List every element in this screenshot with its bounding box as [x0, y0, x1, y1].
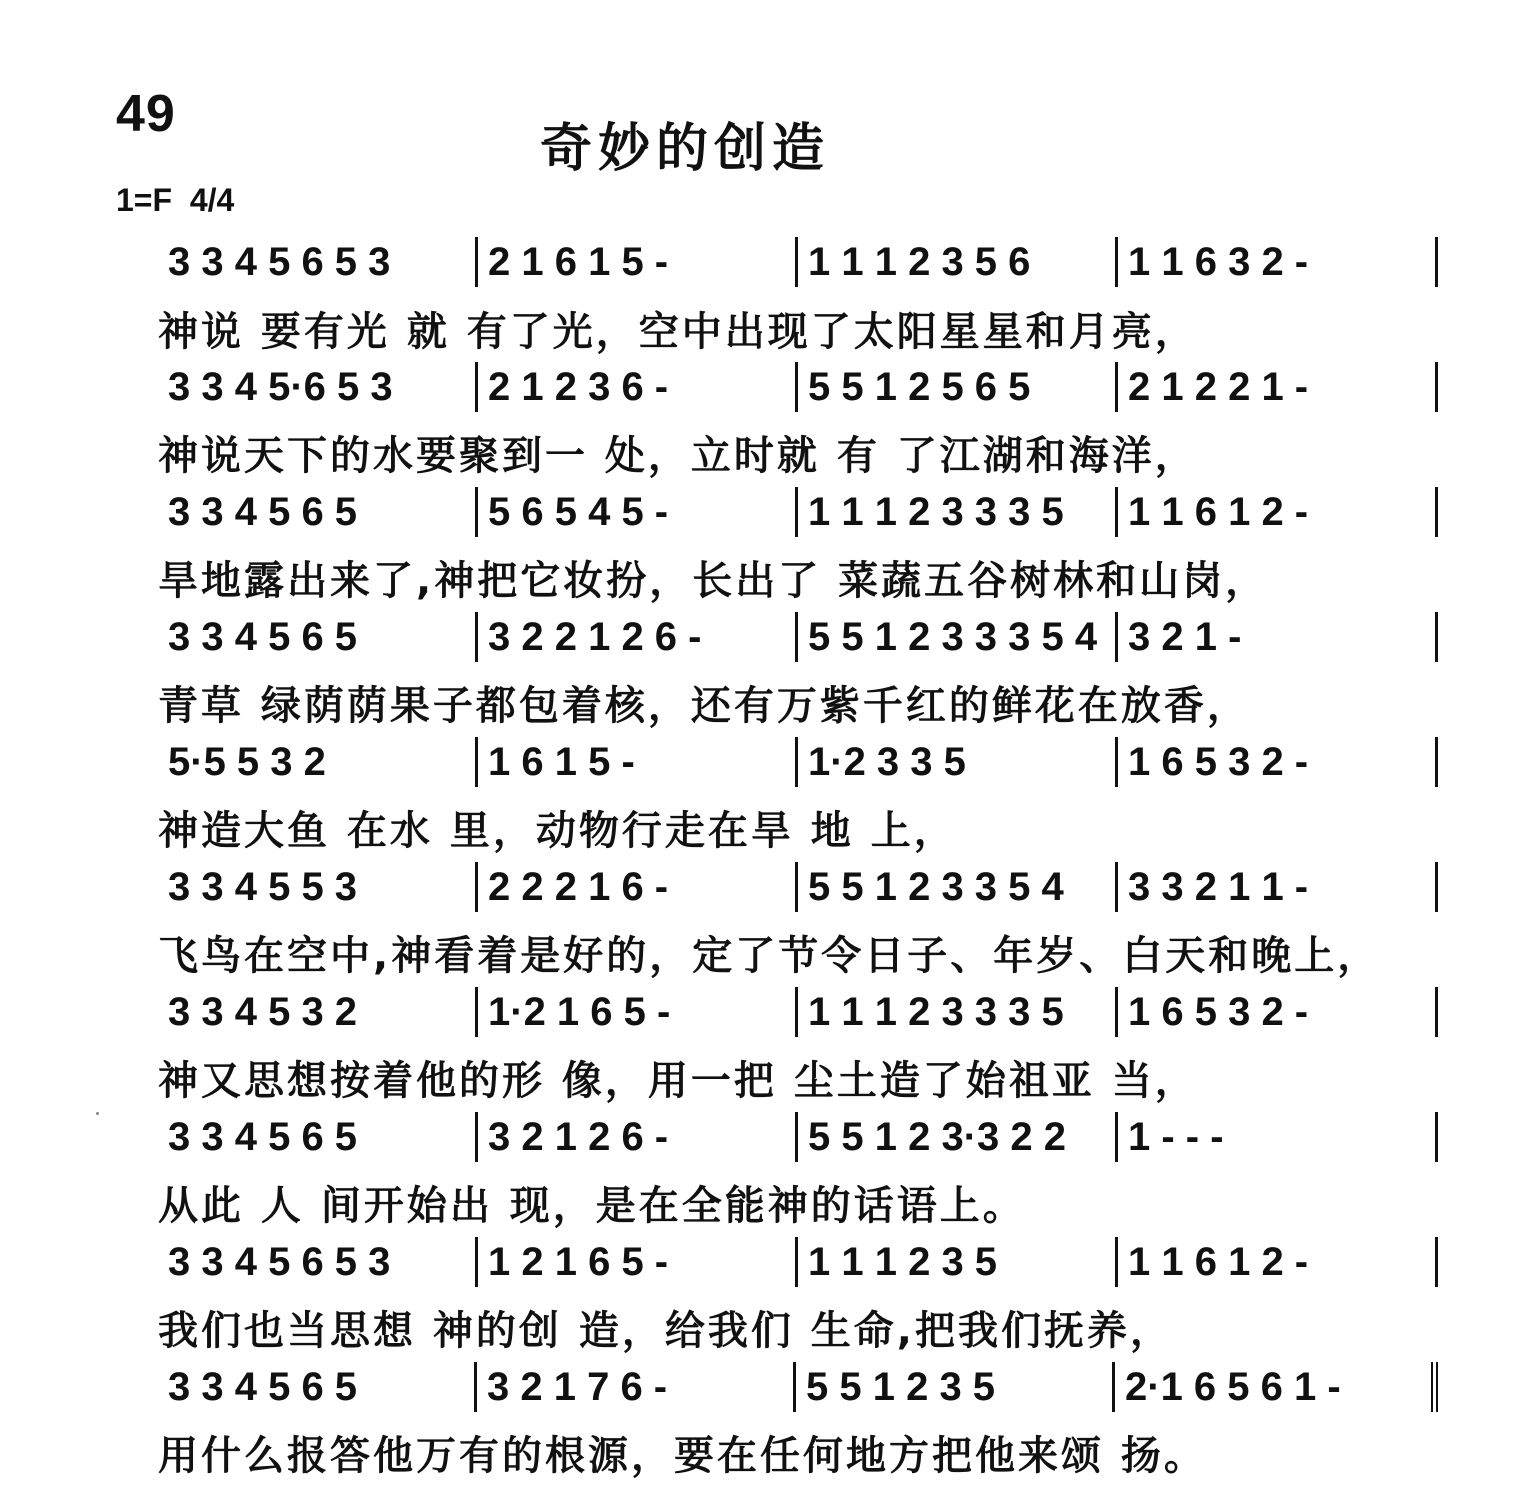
measure: 1 6 1 5 - — [475, 737, 795, 787]
measure: 3 3 4 5 6 5 — [168, 489, 358, 534]
lyric-line-3: 旱地露出来了,神把它妆扮，长出了 菜蔬五谷树林和山岗， — [158, 558, 1269, 604]
notation-line-10 — [158, 1362, 1438, 1412]
lyric-line-8: 从此 人 间开始出 现，是在全能神的话语上。 — [158, 1183, 1026, 1229]
lyric-line-1: 神说 要有光 就 有了光，空中出现了太阳星星和月亮， — [158, 309, 1198, 355]
measure: 1 1 6 1 2 - — [1115, 1237, 1438, 1287]
notation-line-1 — [158, 237, 1438, 287]
key-signature: 1=F 4/4 — [116, 182, 235, 218]
notation-line-3 — [158, 487, 1438, 537]
measure: 3 3 4 5 6 5 3 — [168, 1239, 391, 1284]
measure: 2 1 2 3 6 - — [475, 362, 795, 412]
song-title: 奇妙的创造 — [540, 119, 831, 179]
measure: 5 5 1 2 5 6 5 — [795, 362, 1115, 412]
lyric-line-4: 青草 绿荫荫果子都包着核，还有万紫千红的鲜花在放香， — [158, 683, 1250, 729]
measure: 3 2 1 2 6 - — [475, 1112, 795, 1162]
measure: 5 5 1 2 3·3 2 2 — [795, 1112, 1115, 1162]
notation-line-8 — [158, 1112, 1438, 1162]
notation-line-6 — [158, 862, 1438, 912]
measure: 3 2 1 7 6 - — [474, 1362, 793, 1412]
measure: 3 3 2 1 1 - — [1115, 862, 1438, 912]
page-number: 49 — [116, 85, 176, 143]
measure-final: 2·1 6 5 6 1 - — [1112, 1362, 1438, 1412]
measure: 1 1 1 2 3 5 — [795, 1237, 1115, 1287]
measure: 5 5 1 2 3 3 3 5 4 — [795, 612, 1115, 662]
notation-line-4 — [158, 612, 1438, 662]
measure: 1 2 1 6 5 - — [475, 1237, 795, 1287]
measure: 1·2 1 6 5 - — [475, 987, 795, 1037]
measure: 1 1 6 1 2 - — [1115, 487, 1438, 537]
measure: 5·5 5 3 2 — [168, 739, 326, 784]
measure: 3 3 4 5 6 5 3 — [168, 239, 391, 284]
measure: 3 3 4 5·6 5 3 — [168, 364, 393, 409]
notation-line-7 — [158, 987, 1438, 1037]
notation-line-2 — [158, 362, 1438, 412]
measure: 3 3 4 5 5 3 — [168, 864, 358, 909]
measure: 1 6 5 3 2 - — [1115, 737, 1438, 787]
measure: 1 1 1 2 3 5 6 — [795, 237, 1115, 287]
lyric-line-9: 我们也当思想 神的创 造，给我们 生命,把我们抚养， — [158, 1308, 1173, 1354]
notation-line-5 — [158, 737, 1438, 787]
measure: 3 3 4 5 6 5 — [168, 614, 358, 659]
measure: 3 3 4 5 6 5 — [168, 1114, 358, 1159]
measure: 1 1 6 3 2 - — [1115, 237, 1438, 287]
measure: 1 - - - — [1115, 1112, 1438, 1162]
measure: 3 3 4 5 3 2 — [168, 989, 358, 1034]
measure: 1 1 1 2 3 3 3 5 — [795, 487, 1115, 537]
measure: 3 3 4 5 6 5 — [168, 1364, 358, 1409]
scan-speck — [96, 1112, 99, 1115]
measure: 1·2 3 3 5 — [795, 737, 1115, 787]
measure: 3 2 1 - — [1115, 612, 1438, 662]
measure: 5 6 5 4 5 - — [475, 487, 795, 537]
measure: 1 6 5 3 2 - — [1115, 987, 1438, 1037]
measure: 5 5 1 2 3 3 5 4 — [795, 862, 1115, 912]
measure: 2 2 2 1 6 - — [475, 862, 795, 912]
measure: 2 1 6 1 5 - — [475, 237, 795, 287]
lyric-line-5: 神造大鱼 在水 里，动物行走在旱 地 上， — [158, 808, 957, 854]
measure: 2 1 2 2 1 - — [1115, 362, 1438, 412]
measure: 1 1 1 2 3 3 3 5 — [795, 987, 1115, 1037]
lyric-line-6: 飞鸟在空中,神看着是好的，定了节令日子、年岁、白天和晚上， — [158, 933, 1381, 979]
measure: 3 2 2 1 2 6 - — [475, 612, 795, 662]
lyric-line-7: 神又思想按着他的形 像，用一把 尘土造了始祖亚 当， — [158, 1058, 1198, 1104]
measure: 5 5 1 2 3 5 — [793, 1362, 1112, 1412]
lyric-line-10: 用什么报答他万有的根源，要在任何地方把他来颂 扬。 — [158, 1433, 1207, 1479]
notation-line-9 — [158, 1237, 1438, 1287]
lyric-line-2: 神说天下的水要聚到一 处，立时就 有 了江湖和海洋， — [158, 433, 1198, 479]
